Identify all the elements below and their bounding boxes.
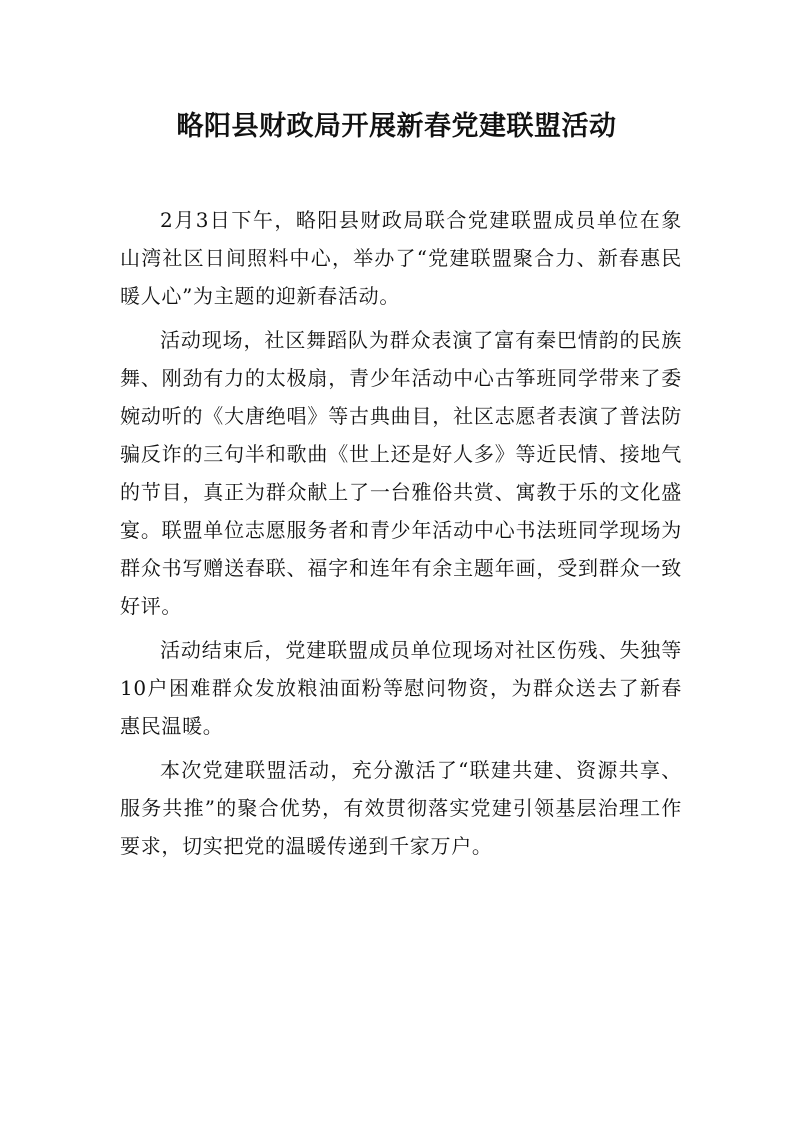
paragraph-2: 活动现场，社区舞蹈队为群众表演了富有秦巴情韵的民族舞、刚劲有力的太极扇，青少年活动中心古筝班同学带来了委婉动听的《大唐绝唱》等古典曲目，社区志愿者表演了普法防骗反诈的三句半和歌曲《世上还是好人多》等近民情、接地气的节目，真正为群众献上了一台雅俗共赏、寓教于乐的文化盛宴。联盟单位志愿服务者和青少年活动中心书法班同学现场为群众书写赠送春联、福字和连年有余主题年画，受到群众一致好评。 [120,328,682,618]
paragraph-3: 活动结束后，党建联盟成员单位现场对社区伤残、失独等10户困难群众发放粮油面粉等慰问物资，为群众送去了新春惠民温暖。 [120,638,682,738]
paragraph-4: 本次党建联盟活动，充分激活了“联建共建、资源共享、服务共推”的聚合优势，有效贯彻落实党建引领基层治理工作要求，切实把党的温暖传递到千家万户。 [120,758,682,858]
document-title: 略阳县财政局开展新春党建联盟活动 [176,111,617,142]
paragraph-1: 2月3日下午，略阳县财政局联合党建联盟成员单位在象山湾社区日间照料中心，举办了“党建联盟聚合力、新春惠民暖人心”为主题的迎新春活动。 [120,208,682,308]
document-body [120,201,682,871]
